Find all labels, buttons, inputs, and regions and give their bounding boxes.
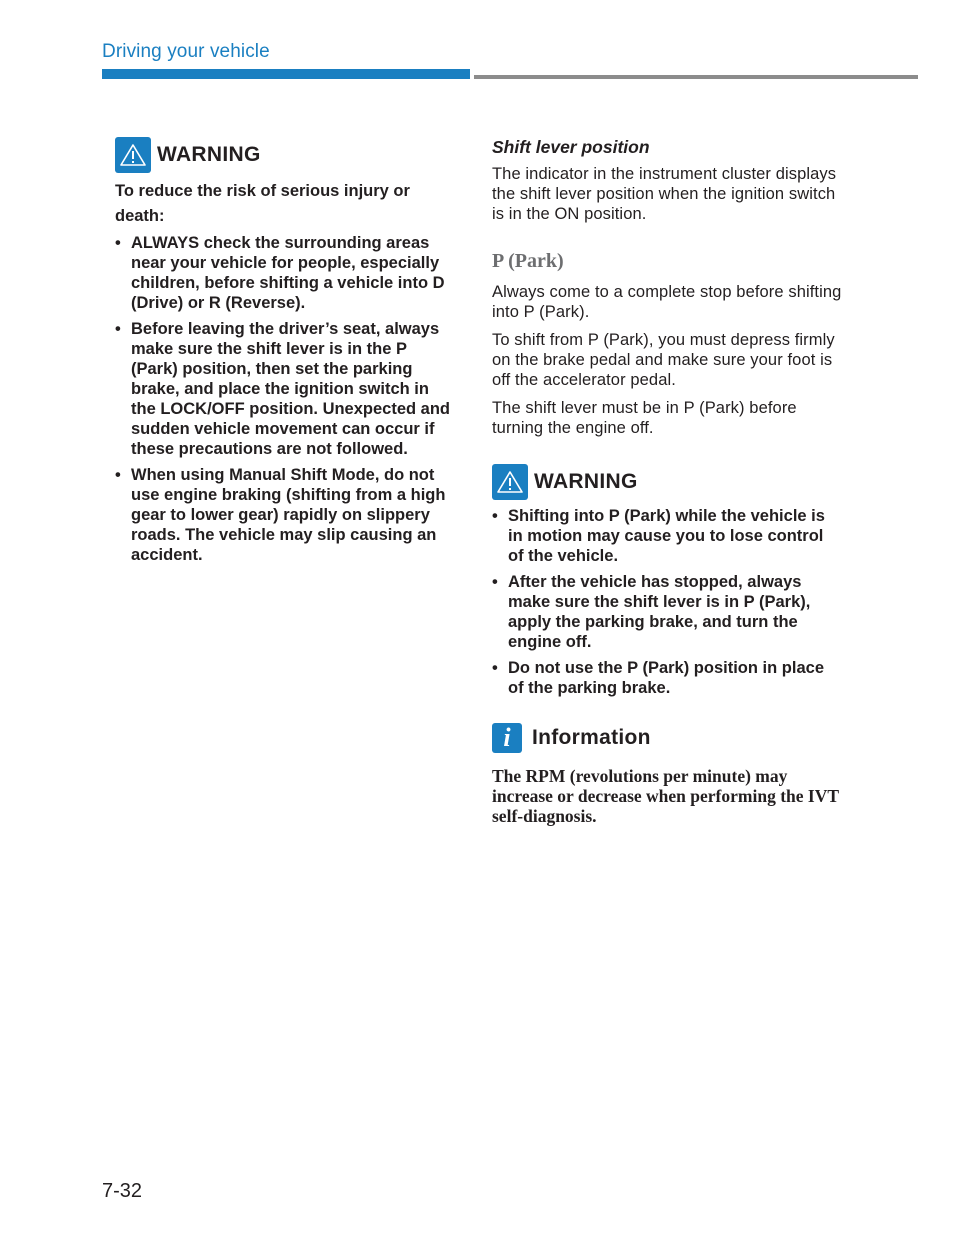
list-item: • Do not use the P (Park) position in place of the parking brake. [492, 658, 842, 698]
header-rule-blue [102, 69, 470, 79]
warning-title: WARNING [157, 143, 261, 166]
list-item: • ALWAYS check the surrounding areas near your vehicle for people, especially children, before shifting a vehicle into D (Drive) or R (Reverse). [115, 233, 455, 313]
header-rule-grey [474, 75, 918, 79]
list-item: • Shifting into P (Park) while the vehicle is in motion may cause you to lose control of the vehicle. [492, 506, 842, 566]
page-header-title: Driving your vehicle [102, 41, 270, 62]
warning-icon [115, 137, 151, 173]
list-item: • Before leaving the driver’s seat, always make sure the shift lever is in the P (Park) position, then set the parking brake, and place the ignition switch in the LOCK/OFF position. Unexpected and sudden vehicle movement can occur if these precautions are not followed. [115, 319, 455, 459]
information-header [492, 720, 842, 756]
warning-list [115, 233, 455, 565]
info-icon: i [492, 723, 522, 753]
section-text: The indicator in the instrument cluster displays the shift lever position when the ignition switch is in the ON position. [492, 165, 837, 223]
right-column [492, 137, 842, 826]
warning-list [492, 506, 842, 698]
information-text: The RPM (revolutions per minute) may increase or decrease when performing the IVT self-diagnosis. [492, 766, 839, 826]
warning-header [492, 464, 842, 500]
park-paragraph: To shift from P (Park), you must depress firmly on the brake pedal and make sure your foot is off the accelerator pedal. [492, 331, 835, 389]
page-number: 7-32 [102, 1180, 143, 1202]
warning-title: WARNING [534, 470, 638, 493]
left-column [115, 137, 455, 571]
list-item: • After the vehicle has stopped, always make sure the shift lever is in P (Park), apply the parking brake, and turn the engine off. [492, 572, 842, 652]
park-paragraph: Always come to a complete stop before shifting into P (Park). [492, 283, 842, 321]
section-title: Shift lever position [492, 137, 650, 157]
information-title: Information [532, 726, 651, 749]
park-paragraph: The shift lever must be in P (Park) before turning the engine off. [492, 399, 797, 437]
warning-icon [492, 464, 528, 500]
park-title: P (Park) [492, 250, 564, 272]
warning-header [115, 137, 455, 173]
list-item: • When using Manual Shift Mode, do not use engine braking (shifting from a high gear to lower gear) rapidly on slippery roads. The vehicle may slip causing an accident. [115, 465, 455, 565]
warning-intro: To reduce the risk of serious injury or death: [115, 182, 410, 225]
